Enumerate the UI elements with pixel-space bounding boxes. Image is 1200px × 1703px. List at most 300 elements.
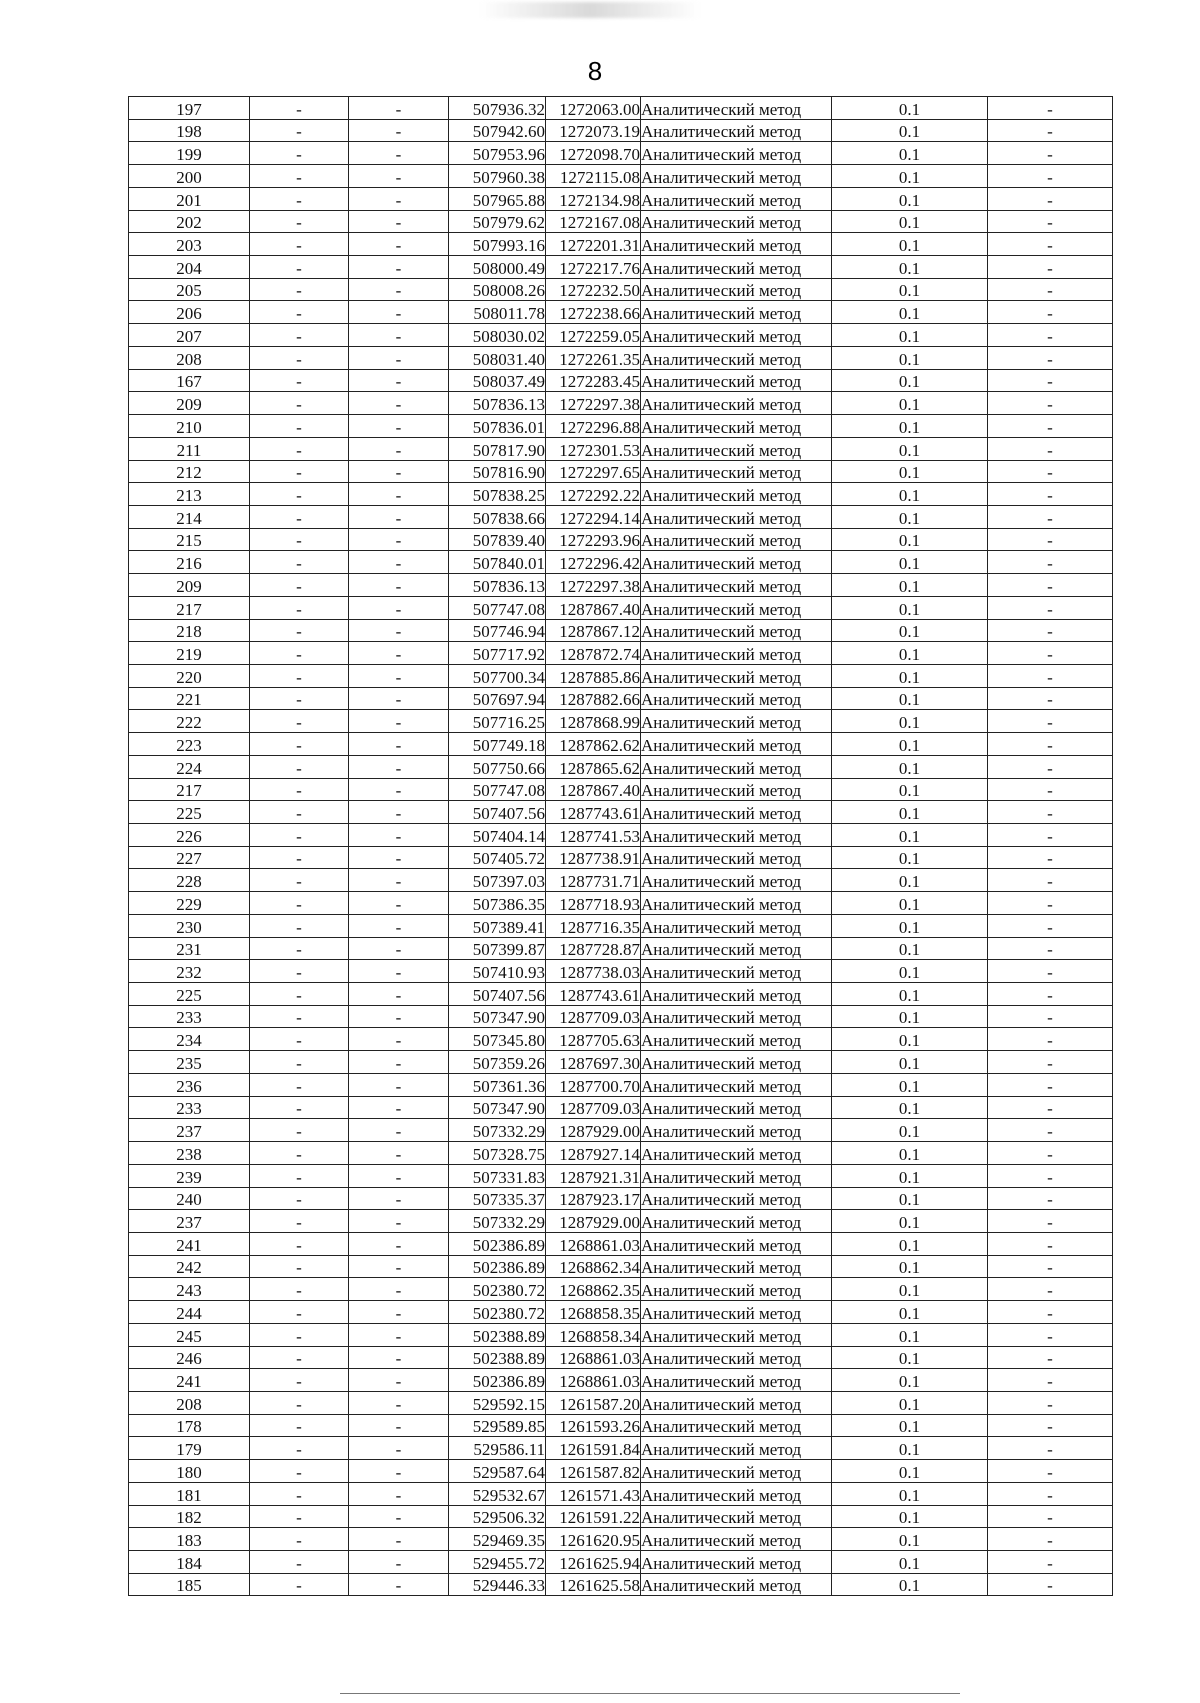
method-cell: Аналитический метод	[641, 801, 832, 824]
table-row	[129, 710, 1113, 733]
method-cell: Аналитический метод	[641, 528, 832, 551]
point-number-cell: 211	[129, 437, 250, 460]
point-number-cell: 228	[129, 869, 250, 892]
accuracy-cell: 0.1	[832, 1391, 988, 1414]
extra-cell: -	[988, 596, 1113, 619]
dash-cell: -	[349, 551, 449, 574]
point-number-cell: 233	[129, 1005, 250, 1028]
point-number-cell: 207	[129, 324, 250, 347]
x-coordinate-cell: 507838.25	[449, 483, 546, 506]
y-coordinate-cell: 1287709.03	[546, 1096, 641, 1119]
dash-cell: -	[250, 119, 349, 142]
y-coordinate-cell: 1287929.00	[546, 1210, 641, 1233]
point-number-cell: 239	[129, 1164, 250, 1187]
y-coordinate-cell: 1272296.42	[546, 551, 641, 574]
method-cell: Аналитический метод	[641, 483, 832, 506]
dash-cell: -	[250, 824, 349, 847]
method-cell: Аналитический метод	[641, 1187, 832, 1210]
extra-cell: -	[988, 1187, 1113, 1210]
x-coordinate-cell: 507697.94	[449, 687, 546, 710]
accuracy-cell: 0.1	[832, 1232, 988, 1255]
extra-cell: -	[988, 1232, 1113, 1255]
x-coordinate-cell: 502380.72	[449, 1278, 546, 1301]
dash-cell: -	[250, 1301, 349, 1324]
method-cell: Аналитический метод	[641, 256, 832, 279]
x-coordinate-cell: 507838.66	[449, 505, 546, 528]
accuracy-cell: 0.1	[832, 778, 988, 801]
y-coordinate-cell: 1287868.99	[546, 710, 641, 733]
dash-cell: -	[349, 324, 449, 347]
method-cell: Аналитический метод	[641, 1437, 832, 1460]
accuracy-cell: 0.1	[832, 278, 988, 301]
y-coordinate-cell: 1268858.34	[546, 1323, 641, 1346]
y-coordinate-cell: 1261591.84	[546, 1437, 641, 1460]
y-coordinate-cell: 1261571.43	[546, 1482, 641, 1505]
dash-cell: -	[250, 1028, 349, 1051]
accuracy-cell: 0.1	[832, 1482, 988, 1505]
dash-cell: -	[349, 278, 449, 301]
x-coordinate-cell: 507839.40	[449, 528, 546, 551]
extra-cell: -	[988, 1073, 1113, 1096]
accuracy-cell: 0.1	[832, 210, 988, 233]
accuracy-cell: 0.1	[832, 1551, 988, 1574]
extra-cell: -	[988, 892, 1113, 915]
table-row	[129, 437, 1113, 460]
dash-cell: -	[349, 1096, 449, 1119]
dash-cell: -	[349, 824, 449, 847]
dash-cell: -	[349, 1346, 449, 1369]
dash-cell: -	[250, 1005, 349, 1028]
extra-cell: -	[988, 1414, 1113, 1437]
table-row	[129, 1528, 1113, 1551]
table-row	[129, 1437, 1113, 1460]
table-row	[129, 301, 1113, 324]
table-row	[129, 1573, 1113, 1596]
extra-cell: -	[988, 1482, 1113, 1505]
point-number-cell: 209	[129, 392, 250, 415]
extra-cell: -	[988, 1301, 1113, 1324]
x-coordinate-cell: 529455.72	[449, 1551, 546, 1574]
method-cell: Аналитический метод	[641, 1414, 832, 1437]
point-number-cell: 221	[129, 687, 250, 710]
dash-cell: -	[250, 301, 349, 324]
point-number-cell: 213	[129, 483, 250, 506]
y-coordinate-cell: 1287743.61	[546, 801, 641, 824]
dash-cell: -	[349, 437, 449, 460]
y-coordinate-cell: 1272301.53	[546, 437, 641, 460]
extra-cell: -	[988, 142, 1113, 165]
dash-cell: -	[349, 1573, 449, 1596]
table-row	[129, 1551, 1113, 1574]
table-row	[129, 869, 1113, 892]
extra-cell: -	[988, 960, 1113, 983]
dash-cell: -	[349, 256, 449, 279]
dash-cell: -	[250, 278, 349, 301]
dash-cell: -	[250, 1255, 349, 1278]
dash-cell: -	[250, 960, 349, 983]
method-cell: Аналитический метод	[641, 1051, 832, 1074]
extra-cell: -	[988, 801, 1113, 824]
dash-cell: -	[349, 1414, 449, 1437]
method-cell: Аналитический метод	[641, 369, 832, 392]
dash-cell: -	[349, 755, 449, 778]
dash-cell: -	[349, 664, 449, 687]
x-coordinate-cell: 502388.89	[449, 1323, 546, 1346]
point-number-cell: 216	[129, 551, 250, 574]
dash-cell: -	[250, 1278, 349, 1301]
y-coordinate-cell: 1287743.61	[546, 983, 641, 1006]
method-cell: Аналитический метод	[641, 687, 832, 710]
y-coordinate-cell: 1287741.53	[546, 824, 641, 847]
extra-cell: -	[988, 937, 1113, 960]
dash-cell: -	[349, 233, 449, 256]
table-row	[129, 914, 1113, 937]
dash-cell: -	[349, 392, 449, 415]
y-coordinate-cell: 1287862.62	[546, 733, 641, 756]
y-coordinate-cell: 1272238.66	[546, 301, 641, 324]
accuracy-cell: 0.1	[832, 1210, 988, 1233]
dash-cell: -	[349, 960, 449, 983]
extra-cell: -	[988, 710, 1113, 733]
y-coordinate-cell: 1272297.38	[546, 574, 641, 597]
method-cell: Аналитический метод	[641, 1073, 832, 1096]
accuracy-cell: 0.1	[832, 1028, 988, 1051]
extra-cell: -	[988, 1528, 1113, 1551]
accuracy-cell: 0.1	[832, 437, 988, 460]
dash-cell: -	[349, 142, 449, 165]
point-number-cell: 208	[129, 1391, 250, 1414]
dash-cell: -	[349, 937, 449, 960]
y-coordinate-cell: 1272167.08	[546, 210, 641, 233]
point-number-cell: 200	[129, 165, 250, 188]
y-coordinate-cell: 1272073.19	[546, 119, 641, 142]
y-coordinate-cell: 1272293.96	[546, 528, 641, 551]
x-coordinate-cell: 507700.34	[449, 664, 546, 687]
method-cell: Аналитический метод	[641, 119, 832, 142]
dash-cell: -	[250, 801, 349, 824]
dash-cell: -	[349, 369, 449, 392]
dash-cell: -	[250, 460, 349, 483]
dash-cell: -	[250, 574, 349, 597]
x-coordinate-cell: 507410.93	[449, 960, 546, 983]
y-coordinate-cell: 1272134.98	[546, 187, 641, 210]
y-coordinate-cell: 1272294.14	[546, 505, 641, 528]
dash-cell: -	[250, 551, 349, 574]
dash-cell: -	[349, 710, 449, 733]
method-cell: Аналитический метод	[641, 1551, 832, 1574]
table-row	[129, 846, 1113, 869]
point-number-cell: 245	[129, 1323, 250, 1346]
dash-cell: -	[250, 324, 349, 347]
x-coordinate-cell: 502386.89	[449, 1369, 546, 1392]
y-coordinate-cell: 1268861.03	[546, 1232, 641, 1255]
table-row	[129, 687, 1113, 710]
dash-cell: -	[349, 1278, 449, 1301]
dash-cell: -	[250, 210, 349, 233]
x-coordinate-cell: 507359.26	[449, 1051, 546, 1074]
extra-cell: -	[988, 437, 1113, 460]
method-cell: Аналитический метод	[641, 1301, 832, 1324]
method-cell: Аналитический метод	[641, 505, 832, 528]
method-cell: Аналитический метод	[641, 960, 832, 983]
x-coordinate-cell: 507399.87	[449, 937, 546, 960]
method-cell: Аналитический метод	[641, 1232, 832, 1255]
y-coordinate-cell: 1287867.40	[546, 596, 641, 619]
extra-cell: -	[988, 914, 1113, 937]
y-coordinate-cell: 1287697.30	[546, 1051, 641, 1074]
x-coordinate-cell: 507750.66	[449, 755, 546, 778]
table-row	[129, 392, 1113, 415]
extra-cell: -	[988, 1142, 1113, 1165]
extra-cell: -	[988, 483, 1113, 506]
y-coordinate-cell: 1272297.38	[546, 392, 641, 415]
extra-cell: -	[988, 369, 1113, 392]
dash-cell: -	[250, 392, 349, 415]
method-cell: Аналитический метод	[641, 778, 832, 801]
accuracy-cell: 0.1	[832, 1437, 988, 1460]
table-row	[129, 733, 1113, 756]
x-coordinate-cell: 508031.40	[449, 346, 546, 369]
accuracy-cell: 0.1	[832, 1528, 988, 1551]
table-row	[129, 1210, 1113, 1233]
dash-cell: -	[250, 1210, 349, 1233]
point-number-cell: 206	[129, 301, 250, 324]
table-row	[129, 983, 1113, 1006]
extra-cell: -	[988, 165, 1113, 188]
table-row	[129, 1164, 1113, 1187]
point-number-cell: 182	[129, 1505, 250, 1528]
point-number-cell: 204	[129, 256, 250, 279]
table-row	[129, 460, 1113, 483]
extra-cell: -	[988, 119, 1113, 142]
table-row	[129, 346, 1113, 369]
x-coordinate-cell: 529506.32	[449, 1505, 546, 1528]
point-number-cell: 178	[129, 1414, 250, 1437]
accuracy-cell: 0.1	[832, 233, 988, 256]
y-coordinate-cell: 1287927.14	[546, 1142, 641, 1165]
dash-cell: -	[349, 733, 449, 756]
dash-cell: -	[250, 1369, 349, 1392]
method-cell: Аналитический метод	[641, 210, 832, 233]
x-coordinate-cell: 507361.36	[449, 1073, 546, 1096]
table-row	[129, 596, 1113, 619]
dash-cell: -	[349, 1460, 449, 1483]
x-coordinate-cell: 507332.29	[449, 1119, 546, 1142]
extra-cell: -	[988, 1437, 1113, 1460]
point-number-cell: 215	[129, 528, 250, 551]
method-cell: Аналитический метод	[641, 1278, 832, 1301]
x-coordinate-cell: 507816.90	[449, 460, 546, 483]
table-row	[129, 1391, 1113, 1414]
point-number-cell: 203	[129, 233, 250, 256]
dash-cell: -	[349, 1051, 449, 1074]
dash-cell: -	[349, 778, 449, 801]
method-cell: Аналитический метод	[641, 846, 832, 869]
table-row	[129, 1369, 1113, 1392]
accuracy-cell: 0.1	[832, 1301, 988, 1324]
x-coordinate-cell: 502386.89	[449, 1255, 546, 1278]
extra-cell: -	[988, 415, 1113, 438]
x-coordinate-cell: 507746.94	[449, 619, 546, 642]
point-number-cell: 218	[129, 619, 250, 642]
accuracy-cell: 0.1	[832, 460, 988, 483]
x-coordinate-cell: 507404.14	[449, 824, 546, 847]
dash-cell: -	[349, 914, 449, 937]
y-coordinate-cell: 1287731.71	[546, 869, 641, 892]
accuracy-cell: 0.1	[832, 1460, 988, 1483]
point-number-cell: 220	[129, 664, 250, 687]
x-coordinate-cell: 529532.67	[449, 1482, 546, 1505]
y-coordinate-cell: 1261587.82	[546, 1460, 641, 1483]
dash-cell: -	[250, 1187, 349, 1210]
point-number-cell: 246	[129, 1346, 250, 1369]
x-coordinate-cell: 508030.02	[449, 324, 546, 347]
x-coordinate-cell: 507717.92	[449, 642, 546, 665]
method-cell: Аналитический метод	[641, 1460, 832, 1483]
dash-cell: -	[250, 1482, 349, 1505]
x-coordinate-cell: 507936.32	[449, 97, 546, 120]
y-coordinate-cell: 1287867.12	[546, 619, 641, 642]
dash-cell: -	[349, 1505, 449, 1528]
table-row	[129, 483, 1113, 506]
point-number-cell: 198	[129, 119, 250, 142]
y-coordinate-cell: 1287738.91	[546, 846, 641, 869]
dash-cell: -	[250, 528, 349, 551]
x-coordinate-cell: 529587.64	[449, 1460, 546, 1483]
point-number-cell: 237	[129, 1119, 250, 1142]
table-row	[129, 256, 1113, 279]
extra-cell: -	[988, 551, 1113, 574]
y-coordinate-cell: 1268858.35	[546, 1301, 641, 1324]
point-number-cell: 238	[129, 1142, 250, 1165]
dash-cell: -	[250, 505, 349, 528]
point-number-cell: 201	[129, 187, 250, 210]
point-number-cell: 205	[129, 278, 250, 301]
dash-cell: -	[349, 1482, 449, 1505]
point-number-cell: 181	[129, 1482, 250, 1505]
dash-cell: -	[250, 619, 349, 642]
method-cell: Аналитический метод	[641, 596, 832, 619]
x-coordinate-cell: 502386.89	[449, 1232, 546, 1255]
table-row	[129, 324, 1113, 347]
point-number-cell: 242	[129, 1255, 250, 1278]
extra-cell: -	[988, 324, 1113, 347]
extra-cell: -	[988, 755, 1113, 778]
table-row	[129, 619, 1113, 642]
accuracy-cell: 0.1	[832, 960, 988, 983]
point-number-cell: 243	[129, 1278, 250, 1301]
point-number-cell: 237	[129, 1210, 250, 1233]
x-coordinate-cell: 507335.37	[449, 1187, 546, 1210]
page-bottom-rule	[340, 1693, 960, 1694]
method-cell: Аналитический метод	[641, 1482, 832, 1505]
method-cell: Аналитический метод	[641, 233, 832, 256]
accuracy-cell: 0.1	[832, 165, 988, 188]
method-cell: Аналитический метод	[641, 142, 832, 165]
point-number-cell: 217	[129, 778, 250, 801]
dash-cell: -	[349, 983, 449, 1006]
dash-cell: -	[250, 892, 349, 915]
table-row	[129, 1460, 1113, 1483]
accuracy-cell: 0.1	[832, 528, 988, 551]
extra-cell: -	[988, 664, 1113, 687]
x-coordinate-cell: 507836.13	[449, 392, 546, 415]
dash-cell: -	[349, 1551, 449, 1574]
accuracy-cell: 0.1	[832, 392, 988, 415]
method-cell: Аналитический метод	[641, 619, 832, 642]
extra-cell: -	[988, 983, 1113, 1006]
point-number-cell: 214	[129, 505, 250, 528]
accuracy-cell: 0.1	[832, 187, 988, 210]
dash-cell: -	[349, 801, 449, 824]
table-row	[129, 1232, 1113, 1255]
method-cell: Аналитический метод	[641, 710, 832, 733]
y-coordinate-cell: 1287718.93	[546, 892, 641, 915]
method-cell: Аналитический метод	[641, 664, 832, 687]
extra-cell: -	[988, 642, 1113, 665]
dash-cell: -	[349, 1164, 449, 1187]
accuracy-cell: 0.1	[832, 346, 988, 369]
accuracy-cell: 0.1	[832, 1414, 988, 1437]
method-cell: Аналитический метод	[641, 1528, 832, 1551]
point-number-cell: 217	[129, 596, 250, 619]
table-row	[129, 1096, 1113, 1119]
y-coordinate-cell: 1287921.31	[546, 1164, 641, 1187]
point-number-cell: 244	[129, 1301, 250, 1324]
extra-cell: -	[988, 1369, 1113, 1392]
extra-cell: -	[988, 278, 1113, 301]
dash-cell: -	[349, 1301, 449, 1324]
table-row	[129, 210, 1113, 233]
method-cell: Аналитический метод	[641, 1164, 832, 1187]
extra-cell: -	[988, 233, 1113, 256]
y-coordinate-cell: 1261625.94	[546, 1551, 641, 1574]
dash-cell: -	[349, 1232, 449, 1255]
method-cell: Аналитический метод	[641, 324, 832, 347]
y-coordinate-cell: 1272217.76	[546, 256, 641, 279]
point-number-cell: 197	[129, 97, 250, 120]
dash-cell: -	[250, 97, 349, 120]
y-coordinate-cell: 1287867.40	[546, 778, 641, 801]
dash-cell: -	[250, 1460, 349, 1483]
extra-cell: -	[988, 574, 1113, 597]
x-coordinate-cell: 507965.88	[449, 187, 546, 210]
method-cell: Аналитический метод	[641, 574, 832, 597]
accuracy-cell: 0.1	[832, 1573, 988, 1596]
dash-cell: -	[250, 415, 349, 438]
point-number-cell: 184	[129, 1551, 250, 1574]
table-row	[129, 778, 1113, 801]
y-coordinate-cell: 1261625.58	[546, 1573, 641, 1596]
method-cell: Аналитический метод	[641, 1005, 832, 1028]
dash-cell: -	[250, 142, 349, 165]
dash-cell: -	[250, 1551, 349, 1574]
y-coordinate-cell: 1272259.05	[546, 324, 641, 347]
x-coordinate-cell: 508008.26	[449, 278, 546, 301]
dash-cell: -	[349, 1369, 449, 1392]
accuracy-cell: 0.1	[832, 415, 988, 438]
x-coordinate-cell: 508000.49	[449, 256, 546, 279]
method-cell: Аналитический метод	[641, 415, 832, 438]
x-coordinate-cell: 507749.18	[449, 733, 546, 756]
table-row	[129, 1073, 1113, 1096]
dash-cell: -	[349, 187, 449, 210]
table-row	[129, 755, 1113, 778]
x-coordinate-cell: 507747.08	[449, 596, 546, 619]
extra-cell: -	[988, 1164, 1113, 1187]
method-cell: Аналитический метод	[641, 301, 832, 324]
method-cell: Аналитический метод	[641, 1573, 832, 1596]
